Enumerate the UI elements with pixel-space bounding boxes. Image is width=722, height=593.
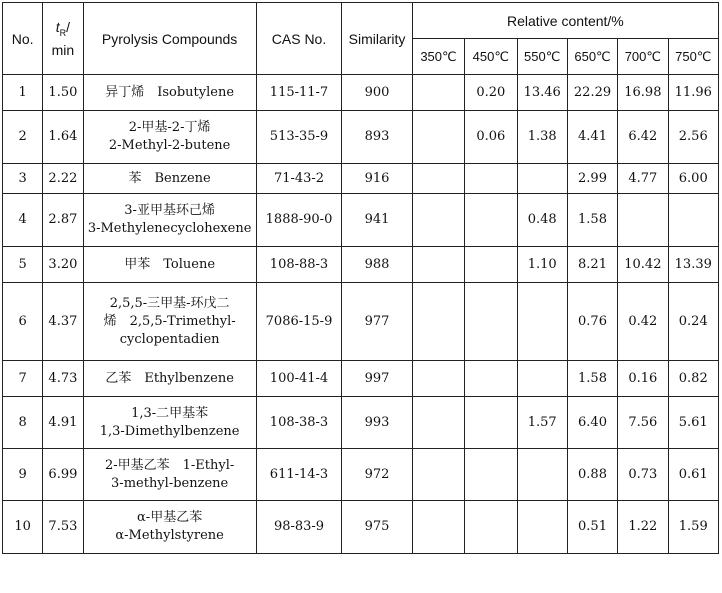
row-value-350c [412, 449, 464, 501]
row-value-350c [412, 111, 464, 164]
row-value-750c: 6.00 [668, 164, 718, 194]
row-value-450c [465, 449, 517, 501]
row-value-650c: 4.41 [567, 111, 617, 164]
row-value-350c [412, 75, 464, 111]
row-value-750c: 0.61 [668, 449, 718, 501]
table-row [3, 111, 719, 164]
table-body [3, 75, 719, 554]
row-value-750c: 0.82 [668, 361, 718, 397]
table-row [3, 397, 719, 449]
compound-line: 2-Methyl-2-butene [108, 138, 231, 153]
row-no: 2 [3, 111, 43, 164]
header-compounds: Pyrolysis Compounds [83, 3, 256, 75]
compound-line: 3-Methylenecyclohexene [87, 221, 252, 236]
row-value-550c [517, 283, 567, 361]
row-value-650c: 2.99 [567, 164, 617, 194]
row-value-550c [517, 361, 567, 397]
row-value-750c [668, 194, 718, 247]
row-retention-time: 7.53 [43, 501, 83, 554]
row-value-750c: 1.59 [668, 501, 718, 554]
row-value-650c: 22.29 [567, 75, 617, 111]
row-value-550c: 0.48 [517, 194, 567, 247]
row-value-700c: 6.42 [618, 111, 668, 164]
row-retention-time: 2.87 [43, 194, 83, 247]
row-cas: 115-11-7 [256, 75, 342, 111]
compound-line: 苯 Benzene [128, 170, 211, 186]
row-retention-time: 4.37 [43, 283, 83, 361]
row-value-700c: 0.73 [618, 449, 668, 501]
row-value-650c: 6.40 [567, 397, 617, 449]
row-retention-time: 4.73 [43, 361, 83, 397]
row-value-750c: 11.96 [668, 75, 718, 111]
row-no: 3 [3, 164, 43, 194]
row-compound [83, 194, 256, 247]
row-similarity: 988 [342, 247, 412, 283]
row-value-650c: 0.88 [567, 449, 617, 501]
row-value-700c: 1.22 [618, 501, 668, 554]
header-temp-750: 750℃ [668, 39, 718, 75]
row-value-700c: 16.98 [618, 75, 668, 111]
header-temp-700: 700℃ [618, 39, 668, 75]
row-value-450c [465, 397, 517, 449]
row-value-550c: 13.46 [517, 75, 567, 111]
compound-line: cyclopentadien [119, 331, 220, 347]
compound-line: 烯 2,5,5-Trimethyl- [103, 313, 236, 329]
row-retention-time: 6.99 [43, 449, 83, 501]
row-cas: 513-35-9 [256, 111, 342, 164]
compound-line: 1,3-Dimethylbenzene [99, 423, 240, 439]
compound-line: 3-methyl-benzene [111, 475, 229, 491]
row-value-550c: 1.10 [517, 247, 567, 283]
row-value-450c [465, 283, 517, 361]
row-similarity: 893 [342, 111, 412, 164]
table-row [3, 501, 719, 554]
row-value-700c: 4.77 [618, 164, 668, 194]
table-row [3, 194, 719, 247]
row-value-450c [465, 194, 517, 247]
row-value-350c [412, 247, 464, 283]
row-retention-time: 2.22 [43, 164, 83, 194]
row-value-450c [465, 361, 517, 397]
row-value-650c: 0.51 [567, 501, 617, 554]
row-no: 6 [3, 283, 43, 361]
compound-line: 3-亚甲基环己烯 [124, 203, 215, 218]
pyrolysis-table [2, 2, 719, 554]
row-value-700c [618, 194, 668, 247]
row-value-700c: 0.42 [618, 283, 668, 361]
row-retention-time: 1.64 [43, 111, 83, 164]
header-no: No. [3, 3, 43, 75]
table-row [3, 361, 719, 397]
row-value-350c [412, 397, 464, 449]
table-row [3, 247, 719, 283]
row-no: 8 [3, 397, 43, 449]
row-similarity: 997 [342, 361, 412, 397]
row-value-450c: 0.20 [465, 75, 517, 111]
row-cas: 108-38-3 [256, 397, 342, 449]
row-value-350c [412, 194, 464, 247]
table-row [3, 283, 719, 361]
row-no: 7 [3, 361, 43, 397]
compound-line: 2-甲基乙苯 1-Ethyl- [104, 457, 235, 473]
row-value-650c: 1.58 [567, 361, 617, 397]
row-value-700c: 10.42 [618, 247, 668, 283]
header-temp-350: 350℃ [412, 39, 464, 75]
row-value-650c: 1.58 [567, 194, 617, 247]
header-cas: CAS No. [256, 3, 342, 75]
row-similarity: 900 [342, 75, 412, 111]
row-cas: 71-43-2 [256, 164, 342, 194]
row-value-450c: 0.06 [465, 111, 517, 164]
compound-line: α-Methylstyrene [115, 528, 224, 543]
row-similarity: 941 [342, 194, 412, 247]
row-no: 4 [3, 194, 43, 247]
row-cas: 611-14-3 [256, 449, 342, 501]
row-value-550c: 1.38 [517, 111, 567, 164]
row-no: 10 [3, 501, 43, 554]
row-value-450c [465, 164, 517, 194]
row-value-550c [517, 449, 567, 501]
row-cas: 1888-90-0 [256, 194, 342, 247]
compound-line: 2-甲基-2-丁烯 [128, 120, 211, 135]
compound-line: 异丁烯 Isobutylene [105, 84, 235, 100]
row-similarity: 972 [342, 449, 412, 501]
row-compound [83, 164, 256, 194]
row-value-750c: 2.56 [668, 111, 718, 164]
row-value-550c [517, 501, 567, 554]
row-no: 1 [3, 75, 43, 111]
row-value-750c: 5.61 [668, 397, 718, 449]
compound-line: 1,3-二甲基苯 [131, 405, 209, 421]
header-temp-650: 650℃ [567, 39, 617, 75]
table-row [3, 75, 719, 111]
row-retention-time: 4.91 [43, 397, 83, 449]
row-value-350c [412, 283, 464, 361]
header-retention-time: $t_R/$ min [43, 3, 83, 75]
row-similarity: 993 [342, 397, 412, 449]
row-value-650c: 0.76 [567, 283, 617, 361]
row-value-350c [412, 501, 464, 554]
row-retention-time: 1.50 [43, 75, 83, 111]
row-no: 9 [3, 449, 43, 501]
row-compound [83, 449, 256, 501]
header-temp-550: 550℃ [517, 39, 567, 75]
header-similarity: Similarity [342, 3, 412, 75]
row-retention-time: 3.20 [43, 247, 83, 283]
table-row [3, 449, 719, 501]
row-compound [83, 361, 256, 397]
row-cas: 100-41-4 [256, 361, 342, 397]
header-temp-450: 450℃ [465, 39, 517, 75]
row-no: 5 [3, 247, 43, 283]
row-value-450c [465, 501, 517, 554]
row-value-550c [517, 164, 567, 194]
row-cas: 98-83-9 [256, 501, 342, 554]
row-value-750c: 13.39 [668, 247, 718, 283]
row-compound [83, 111, 256, 164]
row-value-550c: 1.57 [517, 397, 567, 449]
row-compound [83, 247, 256, 283]
row-compound [83, 501, 256, 554]
row-similarity: 975 [342, 501, 412, 554]
row-compound [83, 397, 256, 449]
row-value-350c [412, 361, 464, 397]
row-value-700c: 0.16 [618, 361, 668, 397]
row-similarity: 916 [342, 164, 412, 194]
compound-line: 甲苯 Toluene [124, 256, 216, 272]
compound-line: α-甲基乙苯 [137, 510, 203, 525]
compound-line: 2,5,5-三甲基-环戊二 [109, 295, 230, 311]
row-similarity: 977 [342, 283, 412, 361]
row-compound [83, 283, 256, 361]
row-value-650c: 8.21 [567, 247, 617, 283]
header-relative-content: Relative content/% [412, 3, 718, 39]
row-compound [83, 75, 256, 111]
row-value-700c: 7.56 [618, 397, 668, 449]
row-cas: 108-88-3 [256, 247, 342, 283]
row-value-450c [465, 247, 517, 283]
table-row [3, 164, 719, 194]
row-value-750c: 0.24 [668, 283, 718, 361]
compound-line: 乙苯 Ethylbenzene [105, 370, 234, 386]
row-cas: 7086-15-9 [256, 283, 342, 361]
row-value-350c [412, 164, 464, 194]
